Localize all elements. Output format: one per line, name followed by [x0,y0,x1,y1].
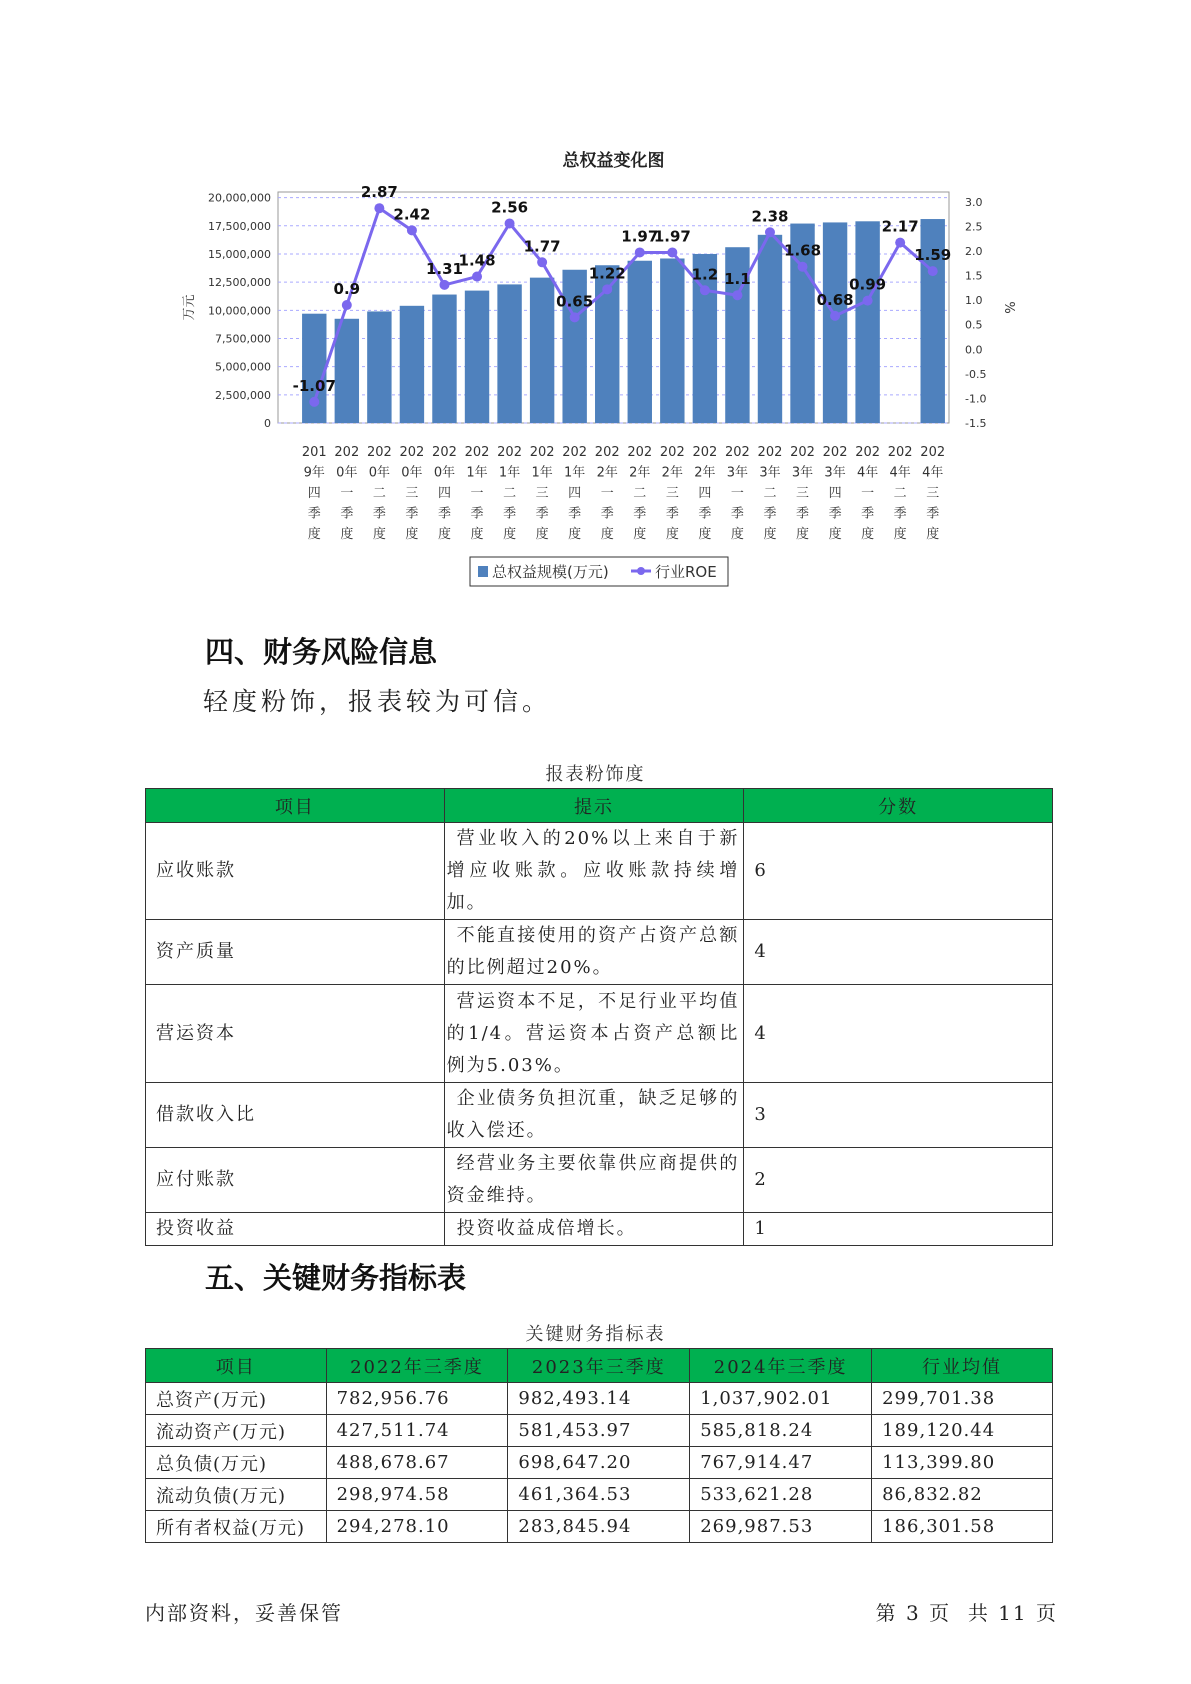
y-right-tick-label: -1.5 [965,417,987,430]
y-right-tick-label: 2.0 [965,244,983,258]
legend-line-marker [637,567,645,575]
x-tick-label: 4年 [856,465,879,481]
x-tick-label: 季 [568,506,582,522]
x-tick-label: 季 [372,506,386,522]
table-cell: 流动资产(万元) [146,1415,327,1447]
x-tick-label: 季 [893,506,907,522]
x-tick-label: 季 [828,506,842,522]
row-score: 2 [744,1148,1053,1213]
y-left-tick-label: 7,500,000 [215,332,271,346]
x-tick-label: 季 [340,506,354,522]
row-score: 6 [744,823,1053,920]
roe-point [505,218,515,228]
roe-point [602,284,612,294]
y-left-tick-label: 17,500,000 [208,219,271,233]
roe-data-label: 0.68 [816,290,854,309]
roe-point [439,280,449,290]
roe-data-label: 1.31 [425,259,463,278]
roe-data-label: 1.97 [653,227,691,246]
x-tick-label: 三 [665,486,679,501]
x-tick-label: 季 [405,506,419,522]
roe-data-label: 1.48 [458,251,496,270]
roe-point [765,227,775,237]
table-cell: 总负债(万元) [146,1447,327,1479]
row-item: 应收账款 [146,823,445,920]
chart-title: 总权益变化图 [562,151,665,171]
y-right-axis-label: % [1001,301,1016,314]
row-tip: 经营业务主要依靠供应商提供的资金维持。 [444,1148,744,1213]
x-tick-label: 度 [503,527,517,542]
y-left-tick-label: 10,000,000 [208,304,271,318]
x-tick-label: 度 [470,527,484,542]
x-tick-label: 三 [405,486,419,501]
roe-data-label: 0.99 [849,275,887,294]
x-tick-label: 二 [633,486,647,501]
equity-bar [530,278,554,423]
roe-point [928,266,938,276]
table-cell: 299,701.38 [872,1383,1053,1415]
row-score: 1 [744,1213,1053,1246]
y-right-tick-label: -1.0 [965,392,987,406]
x-tick-label: 202 [659,445,685,460]
header-cell: 行业均值 [872,1349,1053,1383]
row-item: 借款收入比 [146,1083,445,1148]
x-tick-label: 度 [633,527,647,542]
x-tick-label: 202 [334,445,360,460]
table-cell: 113,399.80 [872,1447,1053,1479]
table-cell: 298,974.58 [326,1479,508,1511]
x-tick-label: 9年 [303,465,325,481]
table-row [146,1383,1053,1415]
y-right-tick-label: 3.0 [965,195,983,209]
roe-point [700,285,710,295]
x-tick-label: 度 [828,527,842,542]
x-tick-label: 202 [399,445,425,460]
x-tick-label: 二 [372,486,386,501]
x-tick-label: 二 [503,486,517,501]
x-tick-label: 2年 [629,465,651,481]
x-tick-label: 202 [920,445,946,460]
x-tick-label: 季 [926,506,940,522]
row-item: 投资收益 [146,1213,445,1246]
roe-point [309,397,319,407]
x-tick-label: 度 [535,527,549,542]
roe-data-label: 2.42 [393,205,431,224]
x-tick-label: 3年 [791,465,814,481]
risk-table [145,788,1053,1246]
row-tip: 投资收益成倍增长。 [444,1213,744,1246]
roe-point [895,238,905,248]
legend-bar-swatch [478,566,488,577]
x-tick-label: 2年 [661,465,683,481]
x-tick-label: 度 [893,527,907,542]
x-tick-label: 202 [464,445,490,460]
table-cell: 86,832.82 [872,1479,1053,1511]
roe-data-label: -1.07 [292,376,336,395]
x-tick-label: 度 [763,527,777,542]
roe-point [407,225,417,235]
table-cell: 283,845.94 [508,1511,690,1543]
equity-bar [400,306,424,423]
y-left-tick-label: 15,000,000 [208,247,271,261]
table-row [146,985,1053,1083]
table-cell: 982,493.14 [508,1383,690,1415]
table-cell: 186,301.58 [872,1511,1053,1543]
y-left-tick-label: 2,500,000 [215,388,271,402]
y-left-axis-label: 万元 [182,294,197,321]
x-tick-label: 季 [730,506,744,522]
roe-point [537,257,547,267]
table-cell: 533,621.28 [690,1479,872,1511]
table-cell: 585,818.24 [690,1415,872,1447]
equity-bar [367,311,391,423]
equity-bar [465,291,489,423]
x-tick-label: 202 [887,445,913,460]
roe-data-label: 0.9 [333,280,361,299]
x-tick-label: 二 [893,486,907,501]
table-row [146,823,1053,920]
x-tick-label: 季 [470,506,484,522]
roe-data-label: 0.65 [556,292,594,311]
roe-data-label: 1.68 [784,241,822,260]
table-cell: 488,678.67 [326,1447,508,1479]
x-tick-label: 季 [535,506,549,522]
x-tick-label: 202 [432,445,457,460]
y-right-tick-label: 1.5 [965,269,983,283]
table-cell: 461,364.53 [508,1479,690,1511]
roe-data-label: 1.97 [621,227,659,246]
header-cell: 2023年三季度 [508,1349,690,1383]
x-tick-label: 季 [307,506,321,522]
equity-bar [855,221,879,423]
equity-bar [497,284,521,423]
table-row [146,1447,1053,1479]
table-cell: 189,120.44 [872,1415,1053,1447]
y-left-tick-label: 5,000,000 [215,360,271,374]
x-tick-label: 季 [665,506,679,522]
equity-bar [823,222,847,423]
x-tick-label: 2年 [596,465,618,481]
roe-point [830,311,840,321]
footer-page-number: 第 3 页 共 11 页 [875,1601,1058,1625]
roe-point [732,290,742,300]
table-cell: 所有者权益(万元) [146,1511,327,1543]
key-metrics-table [145,1348,1053,1543]
x-tick-label: 一 [470,486,484,501]
x-tick-label: 三 [796,486,810,501]
x-tick-label: 202 [757,445,783,460]
x-tick-label: 度 [372,527,386,542]
table-row [146,1083,1053,1148]
table-row [146,1511,1053,1543]
risk-table-caption: 报表粉饰度 [545,764,646,785]
roe-data-label: 1.22 [588,264,626,283]
x-tick-label: 季 [763,506,777,522]
x-tick-label: 季 [633,506,647,522]
x-tick-label: 四 [437,486,451,501]
x-tick-label: 一 [730,486,744,501]
x-tick-label: 202 [529,445,555,460]
table-cell: 698,647.20 [508,1447,690,1479]
x-tick-label: 0年 [368,465,391,481]
y-right-tick-label: 0.5 [965,318,983,332]
x-tick-label: 2年 [694,465,716,481]
table-row [146,1213,1053,1246]
roe-point [635,247,645,257]
x-tick-label: 度 [340,527,354,542]
x-tick-label: 202 [790,445,815,460]
x-tick-label: 四 [698,486,712,501]
header-cell: 2024年三季度 [690,1349,872,1383]
header-score: 分数 [744,789,1053,823]
roe-point [342,300,352,310]
x-tick-label: 1年 [564,465,586,481]
table-cell: 427,511.74 [326,1415,508,1447]
x-tick-label: 四 [828,486,842,501]
x-tick-label: 度 [730,527,744,542]
equity-chart [0,0,1191,600]
roe-data-label: 1.59 [914,246,952,265]
x-tick-label: 度 [796,527,810,542]
row-item: 资产质量 [146,920,445,985]
roe-point [472,272,482,282]
header-item: 项目 [146,789,445,823]
row-item: 应付账款 [146,1148,445,1213]
x-tick-label: 202 [366,445,392,460]
x-tick-label: 202 [855,445,881,460]
row-score: 3 [744,1083,1053,1148]
roe-data-label: 1.1 [724,270,751,289]
x-tick-label: 四 [307,486,321,501]
x-tick-label: 202 [562,445,588,460]
table-row [146,1148,1053,1213]
risk-summary: 轻度粉饰，报表较为可信。 [203,687,552,716]
x-tick-label: 一 [600,486,614,501]
x-tick-label: 1年 [498,465,521,481]
y-right-tick-label: 0.0 [965,343,983,357]
x-tick-label: 度 [437,527,451,542]
x-tick-label: 3年 [759,465,781,481]
x-tick-label: 度 [307,527,321,542]
x-tick-label: 202 [497,445,522,460]
x-tick-label: 度 [926,527,940,542]
table-cell: 流动负债(万元) [146,1479,327,1511]
y-left-tick-label: 0 [264,417,271,430]
key-table-caption: 关键财务指标表 [525,1324,666,1345]
header-cell: 项目 [146,1349,327,1383]
row-item: 营运资本 [146,985,445,1083]
table-cell: 294,278.10 [326,1511,508,1543]
roe-point [374,203,384,213]
x-tick-label: 一 [340,486,354,501]
x-tick-label: 二 [763,486,777,501]
x-tick-label: 季 [796,506,810,522]
x-tick-label: 202 [594,445,620,460]
roe-data-label: 2.17 [881,217,919,236]
table-cell: 总资产(万元) [146,1383,327,1415]
x-tick-label: 1年 [466,465,488,481]
table-row [146,1415,1053,1447]
table-cell: 1,037,902.01 [690,1383,872,1415]
x-tick-label: 三 [926,486,940,501]
footer-confidential: 内部资料，妥善保管 [145,1601,343,1625]
y-left-tick-label: 12,500,000 [208,276,271,290]
roe-point [863,296,873,306]
y-left-tick-label: 20,000,000 [208,191,271,205]
x-tick-label: 度 [665,527,679,542]
x-tick-label: 202 [627,445,653,460]
table-cell: 581,453.97 [508,1415,690,1447]
x-tick-label: 度 [405,527,419,542]
table-cell: 269,987.53 [690,1511,872,1543]
legend-bar-label: 总权益规模(万元) [492,563,609,581]
x-tick-label: 季 [600,506,614,522]
x-tick-label: 4年 [889,465,911,481]
x-tick-label: 202 [692,445,718,460]
legend-line-label: 行业ROE [655,563,717,581]
equity-bar [628,261,652,423]
roe-point [667,247,677,257]
row-score: 4 [744,985,1053,1083]
table-cell: 782,956.76 [326,1383,508,1415]
x-tick-label: 0年 [433,465,456,481]
table-row [146,920,1053,985]
x-tick-label: 度 [698,527,712,542]
section5-heading: 五、关键财务指标表 [205,1261,467,1295]
x-tick-label: 3年 [726,465,749,481]
x-tick-label: 度 [600,527,614,542]
x-tick-label: 季 [698,506,712,522]
roe-point [570,312,580,322]
x-tick-label: 202 [822,445,848,460]
header-cell: 2022年三季度 [326,1349,508,1383]
equity-bar [758,235,782,423]
table-cell: 767,914.47 [690,1447,872,1479]
row-tip: 企业债务负担沉重，缺乏足够的收入偿还。 [444,1083,744,1148]
y-right-tick-label: -0.5 [965,367,987,381]
roe-point [798,262,808,272]
x-tick-label: 0年 [336,465,358,481]
x-tick-label: 度 [568,527,582,542]
x-tick-label: 三 [535,486,549,501]
x-tick-label: 3年 [824,465,846,481]
x-tick-label: 202 [725,445,750,460]
table-row [146,1479,1053,1511]
y-right-tick-label: 1.0 [965,294,983,308]
x-tick-label: 季 [861,506,875,522]
row-tip: 营业收入的20%以上来自于新增应收账款。应收账款持续增加。 [444,823,744,920]
key-table-header [146,1349,1053,1383]
y-right-tick-label: 2.5 [965,220,983,234]
roe-data-label: 2.87 [360,183,398,202]
risk-table-header [146,789,1053,823]
roe-data-label: 2.38 [751,207,789,226]
row-score: 4 [744,920,1053,985]
roe-data-label: 1.2 [691,265,719,284]
roe-data-label: 2.56 [491,198,529,217]
equity-bar [432,295,456,423]
header-tip: 提示 [444,789,744,823]
x-tick-label: 一 [861,486,875,501]
row-tip: 不能直接使用的资产占资产总额的比例超过20%。 [444,920,744,985]
x-tick-label: 4年 [922,465,944,481]
x-tick-label: 0年 [401,465,423,481]
row-tip: 营运资本不足，不足行业平均值的1/4。营运资本占资产总额比例为5.03%。 [444,985,744,1083]
x-tick-label: 1年 [531,465,553,481]
equity-bar [660,258,684,423]
x-tick-label: 201 [301,445,327,460]
x-tick-label: 季 [503,506,517,522]
roe-data-label: 1.77 [523,237,561,256]
section4-heading: 四、财务风险信息 [205,635,438,669]
x-tick-label: 度 [861,527,875,542]
x-tick-label: 季 [437,506,451,522]
x-tick-label: 四 [568,486,582,501]
